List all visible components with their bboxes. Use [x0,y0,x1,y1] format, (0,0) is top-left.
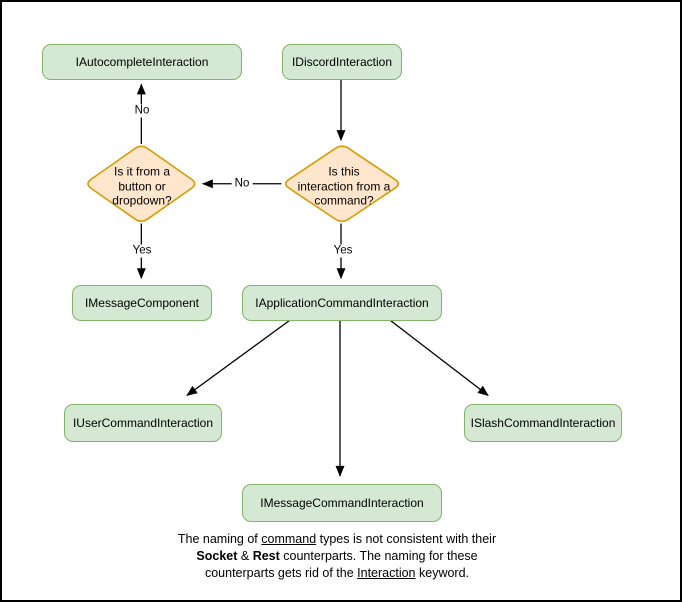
edge-label-no-left: No [232,178,253,191]
node-application-command-interaction [242,285,442,321]
node-label: IMessageComponent [84,296,200,310]
node-label: IUserCommandInteraction [72,416,214,430]
node-message-command-interaction [242,484,442,522]
node-message-component [72,285,212,321]
edge-label-no-up: No [132,105,153,118]
decision-button-or-dropdown-label: Is it from a button or dropdown? [112,164,172,208]
node-label: IApplicationCommandInteraction [255,296,429,310]
edge-label-yes-left: Yes [130,245,155,258]
node-label: IAutocompleteInteraction [75,55,209,69]
footer-note [37,531,637,582]
edge-label-yes-right: Yes [331,245,356,258]
edge-application-to-user-command [187,320,290,395]
node-discord-interaction [282,44,402,80]
node-slash-command-interaction [464,404,622,442]
edge-application-to-slash-command [390,320,488,395]
node-user-command-interaction [64,404,222,442]
footer-line-3: counterparts gets rid of the Interaction keyword. [204,566,470,580]
footer-line-2: Socket & Rest counterparts. The naming for these [196,549,478,563]
node-label: ISlashCommandInteraction [470,416,616,430]
decision-from-command-label: Is this interaction from a command? [297,164,391,208]
node-autocomplete-interaction [42,44,242,80]
node-label: IDiscordInteraction [291,55,393,69]
node-label: IMessageCommandInteraction [260,496,424,510]
footer-line-1: The naming of command types is not consistent with their [177,532,497,546]
